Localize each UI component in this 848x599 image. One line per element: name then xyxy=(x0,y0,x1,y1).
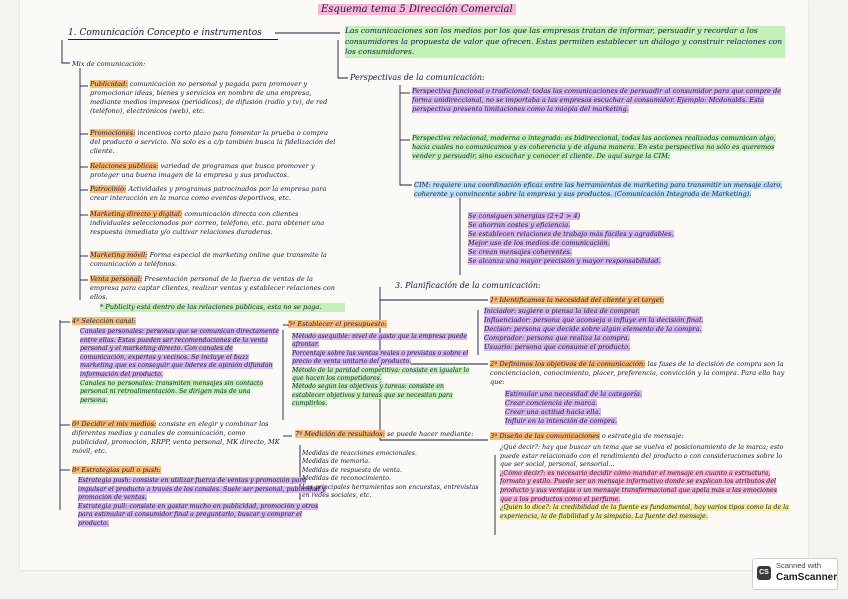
step-4-list xyxy=(80,328,280,405)
step-8-list xyxy=(78,477,333,529)
step-3-label: 3º Diseño de las comunicaciones xyxy=(490,432,600,440)
step-7-item: Medidas de memoria. xyxy=(302,458,371,466)
step-3-item: ¿Qué decir?: hay que buscar un tema que se vuelva el posicionamiento de la marca; esto puede estar relacionado con el rendimiento del producto o con consideraciones sobre lo que ser social, personal, sensorial... xyxy=(500,444,784,469)
mix-item-label: Marketing móvil: xyxy=(90,251,148,259)
mix-item-label: Marketing directo y digital: xyxy=(90,210,183,218)
mix-item-label: Publicidad: xyxy=(90,80,128,88)
mix-item-text: Presentación personal de la fuerza de ventas de la empresa para captar clientes, realizar ventas y establecer relaciones con ellos. xyxy=(90,275,335,301)
cim-bullet: Se ahorran costes y eficiencia. xyxy=(468,221,571,229)
perspectivas-heading: Perspectivas de la comunicación: xyxy=(350,73,485,82)
publicity-note: * Publicity está dentro de las relaciones públicas, esta no se paga. xyxy=(100,303,345,312)
step-4 xyxy=(72,317,272,326)
mix-item-venta-personal xyxy=(90,275,340,302)
mix-item-promociones xyxy=(90,129,340,156)
step-4-item: Canales personales: personas que se comunican directamente entre ellas. Estas pueden ser recomendaciones de la venta personal y el marketing directo. Con canales de comunicación, expertos y vecinos. Se incluye el buzz marketing que es conseguir que líderes de opinión difundan información del producto. xyxy=(80,328,280,378)
cim-bullet: Se alcanza una mayor precisión y mayor responsabilidad. xyxy=(468,257,661,265)
intro-text: Las comunicaciones son los medios por los que las empresas tratan de informar, persuadir y recordar a los consumidores la propuesta de valor que ofrecen. Estas permiten establecer un diálogo y construir relaciones con los consumidores. xyxy=(345,26,785,58)
mix-item-marketing-directo xyxy=(90,210,340,237)
cim-bullet: Se consiguen sinergias (2+2 > 4) xyxy=(468,212,581,220)
cim-text: CIM: requiere una coordinación eficaz entre las herramientas de marketing para transmitir un mensaje claro, coherente y convincente sobre la empresa y sus productos. (Comunicación Integrada de Marketing). xyxy=(414,181,783,198)
step-3-item: ¿Cómo decir?: es necesario decidir cómo mandar el mensaje en cuanto a estructura, formato y estilo. Puede ser un mensaje informativo donde se explican los atributos del producto y sus ventajas o un mensaje transformacional que apela más a las emociones que a los productos como el perfume. xyxy=(500,469,777,503)
step-6 xyxy=(72,420,282,456)
step-5-item: Porcentaje sobre las ventas reales o previstas o sobre el precio de venta unitario del producto. xyxy=(292,349,469,366)
mix-item-text: Actividades y programas patrocinados por la empresa para crear interacción en la marca como eventos deportivos, etc. xyxy=(90,185,327,202)
connector-mix xyxy=(62,40,70,63)
perspectiva-relacional xyxy=(412,134,787,161)
step-8-item: Estrategia push: consiste en utilizar fuerza de ventas y promoción para impulsar el producto a través de los canales. Suele ser personal, publicidad y promoción de ventas. xyxy=(78,477,326,502)
mix-item-patrocinio xyxy=(90,185,340,203)
step-8-label: 8º Estrategias pull o push: xyxy=(72,466,161,474)
step-2 xyxy=(490,360,785,387)
step-1 xyxy=(490,296,780,305)
step-5 xyxy=(288,320,398,329)
cim-bullet: Se crean mensajes coherentes. xyxy=(468,248,572,256)
mix-item-label: Patrocinio: xyxy=(90,185,127,193)
step-7-text: se puede hacer mediante: xyxy=(387,430,474,438)
page-title: Esquema tema 5 Dirección Comercial xyxy=(318,4,516,15)
mix-item-marketing-movil xyxy=(90,251,340,269)
step-2-item: Estimular una necesidad de la categoría. xyxy=(505,390,642,398)
mix-item-text: incentivos corto plazo para fomentar la prueba o compra del producto o servicio. No solo es a c/p también busca la fidelización del cliente. xyxy=(90,129,336,155)
step-5-item: Método de la paridad competitiva: consiste en igualar lo que hacen los competidores. xyxy=(292,366,470,383)
camscanner-caption: Scanned with xyxy=(776,561,822,570)
step-3-item: ¿Quién lo dice?: la credibilidad de la fuente es fundamental, hay varios tipos como la de la experiencia, la de fiabilidad y la simpatía. La fuente del mensaje. xyxy=(500,504,789,520)
mix-item-relaciones xyxy=(90,162,340,180)
step-2-text: las fases de la decisión de compra son la concienciación, conocimiento, placer, preferencia, convicción y la compra. Para ello hay que: xyxy=(490,360,785,386)
step-2-item: Crear conciencia de marca. xyxy=(505,399,598,407)
step-7-label: 7º Medición de resultados: xyxy=(295,430,385,438)
mix-heading: Mix de comunicación: xyxy=(72,60,146,68)
cim-bullet: Mejor uso de los medios de comunicación. xyxy=(468,239,610,247)
step-8-item: Estrategia pull: consiste en gastar mucho en publicidad, promoción y otros para estimular al consumidor final a preguntarlo, buscar y comprar el producto. xyxy=(78,502,319,527)
step-7-item: Las principales herramientas son encuestas, entrevistas en redes sociales, etc. xyxy=(302,483,479,500)
step-2-item: Crear una actitud hacia ella. xyxy=(505,408,601,416)
connector-perspectiva-items xyxy=(400,85,412,185)
step-7-item: Medidas de respuesta de venta. xyxy=(302,466,402,474)
step-1-list xyxy=(484,307,784,352)
mix-item-publicidad xyxy=(90,80,340,116)
planificacion-heading: 3. Planificación de la comunicación: xyxy=(395,281,541,290)
mix-item-text: comunicación directa con clientes individuales seleccionados por correo, teléfono, etc. para obtener una respuesta inmediata y/o cultivar relaciones duraderas. xyxy=(90,210,325,236)
mix-item-text: comunicación no personal y pagada para promover y promocionar ideas, bienes y servicios en nombre de una empresa, mediante medios impresos (periódicos), de difusión (radio y tv), de red (teléfono), electrónicos (web), etc. xyxy=(90,80,328,115)
step-7 xyxy=(295,430,483,439)
step-1-label: 1º Identificamos la necesidad del cliente y el target: xyxy=(490,296,665,304)
step-6-label: 6º Decidir el mix medios: xyxy=(72,420,157,428)
step-8 xyxy=(72,466,287,475)
cim-bullet-list xyxy=(468,212,768,266)
mix-item-label: Relaciones públicas: xyxy=(90,162,159,170)
step-1-item: Usuario: persona que consume el producto. xyxy=(484,343,631,351)
step-2-label: 2º Definimos los objetivos de la comunicación: xyxy=(490,360,646,368)
mix-item-text: Forma especial de marketing online que transmite la comunicación a teléfonos. xyxy=(90,251,327,268)
step-7-item: Medidas de reacciones emocionales. xyxy=(302,450,417,457)
step-2-list xyxy=(505,390,765,426)
step-1-item: Comprador: persona que realiza la compra. xyxy=(484,334,630,342)
step-1-item: Decisor: persona que decide sobre algún elemento de la compra. xyxy=(484,325,702,333)
cim-definition xyxy=(414,181,784,199)
mix-item-label: Venta personal: xyxy=(90,275,143,283)
perspectiva-funcional-text: Perspectiva funcional o tradicional: todas las comunicaciones de persuadir al consumidor para que compre de forma unidireccional, no se importaba a las empresas escuchar al consumidor. Ejemplo: Mcdonalds. Esta perspectiva presenta limitaciones como la miopía del marketing. xyxy=(412,87,782,113)
cim-bullet: Se establecen relaciones de trabajo más fáciles y agradables. xyxy=(468,230,674,238)
step-1-item: Influenciador: persona que aconseja o influye en la decisión final. xyxy=(484,316,704,324)
step-1-item: Iniciador: sugiere o piensa la idea de comprar. xyxy=(484,307,640,315)
camscanner-brand: CamScanner xyxy=(776,572,838,583)
section-1-heading: 1. Comunicación Concepto e instrumentos xyxy=(68,28,278,40)
step-3-list xyxy=(500,444,790,521)
step-5-item: Método asequible: nivel de gasto que la empresa puede afrontar. xyxy=(292,333,468,349)
perspectiva-funcional xyxy=(412,87,787,114)
step-5-label: 5º Establecer el presupuesto: xyxy=(288,320,387,328)
step-4-item: Canales no personales: transmiten mensajes sin contacto personal ni retroalimentación. Se dirigen más de una persona. xyxy=(80,379,264,404)
mix-item-text: variedad de programas que busca promover y proteger una buena imagen de la empresa y sus productos. xyxy=(90,162,315,179)
step-5-item: Método según los objetivos y tareas: consiste en establecer objetivos y tareas que se necesitan para cumplirlos. xyxy=(292,383,453,408)
step-3-aside: o estrategia de mensaje: xyxy=(601,432,684,440)
step-7-list xyxy=(302,450,482,500)
step-3 xyxy=(490,432,785,441)
step-5-list xyxy=(292,333,478,409)
step-2-item: Influir en la intención de compra. xyxy=(505,417,618,425)
perspectiva-relacional-text: Perspectiva relacional, moderna o integrada: es bidireccional, todas las acciones realizadas comunican algo, hacia cuales no comunicamos y es coherencia y de alguna manera. En esta perspectiva no sólo es queremos vender y persuadir, sino escuchar y conocer el cliente. De aquí surge la CIM: xyxy=(412,134,776,160)
step-6-text: consiste en elegir y combinar los diferentes medios y canales de comunicación, como publicidad, promoción, RRPP, venta personal, MK directo, MK móvil, etc. xyxy=(72,420,280,455)
camscanner-logo: CS xyxy=(757,566,771,580)
step-4-label: 4º Selección canal: xyxy=(72,317,136,325)
step-7-item: Medidas de reconocimiento. xyxy=(302,475,391,483)
mix-item-label: Promociones: xyxy=(90,129,136,137)
